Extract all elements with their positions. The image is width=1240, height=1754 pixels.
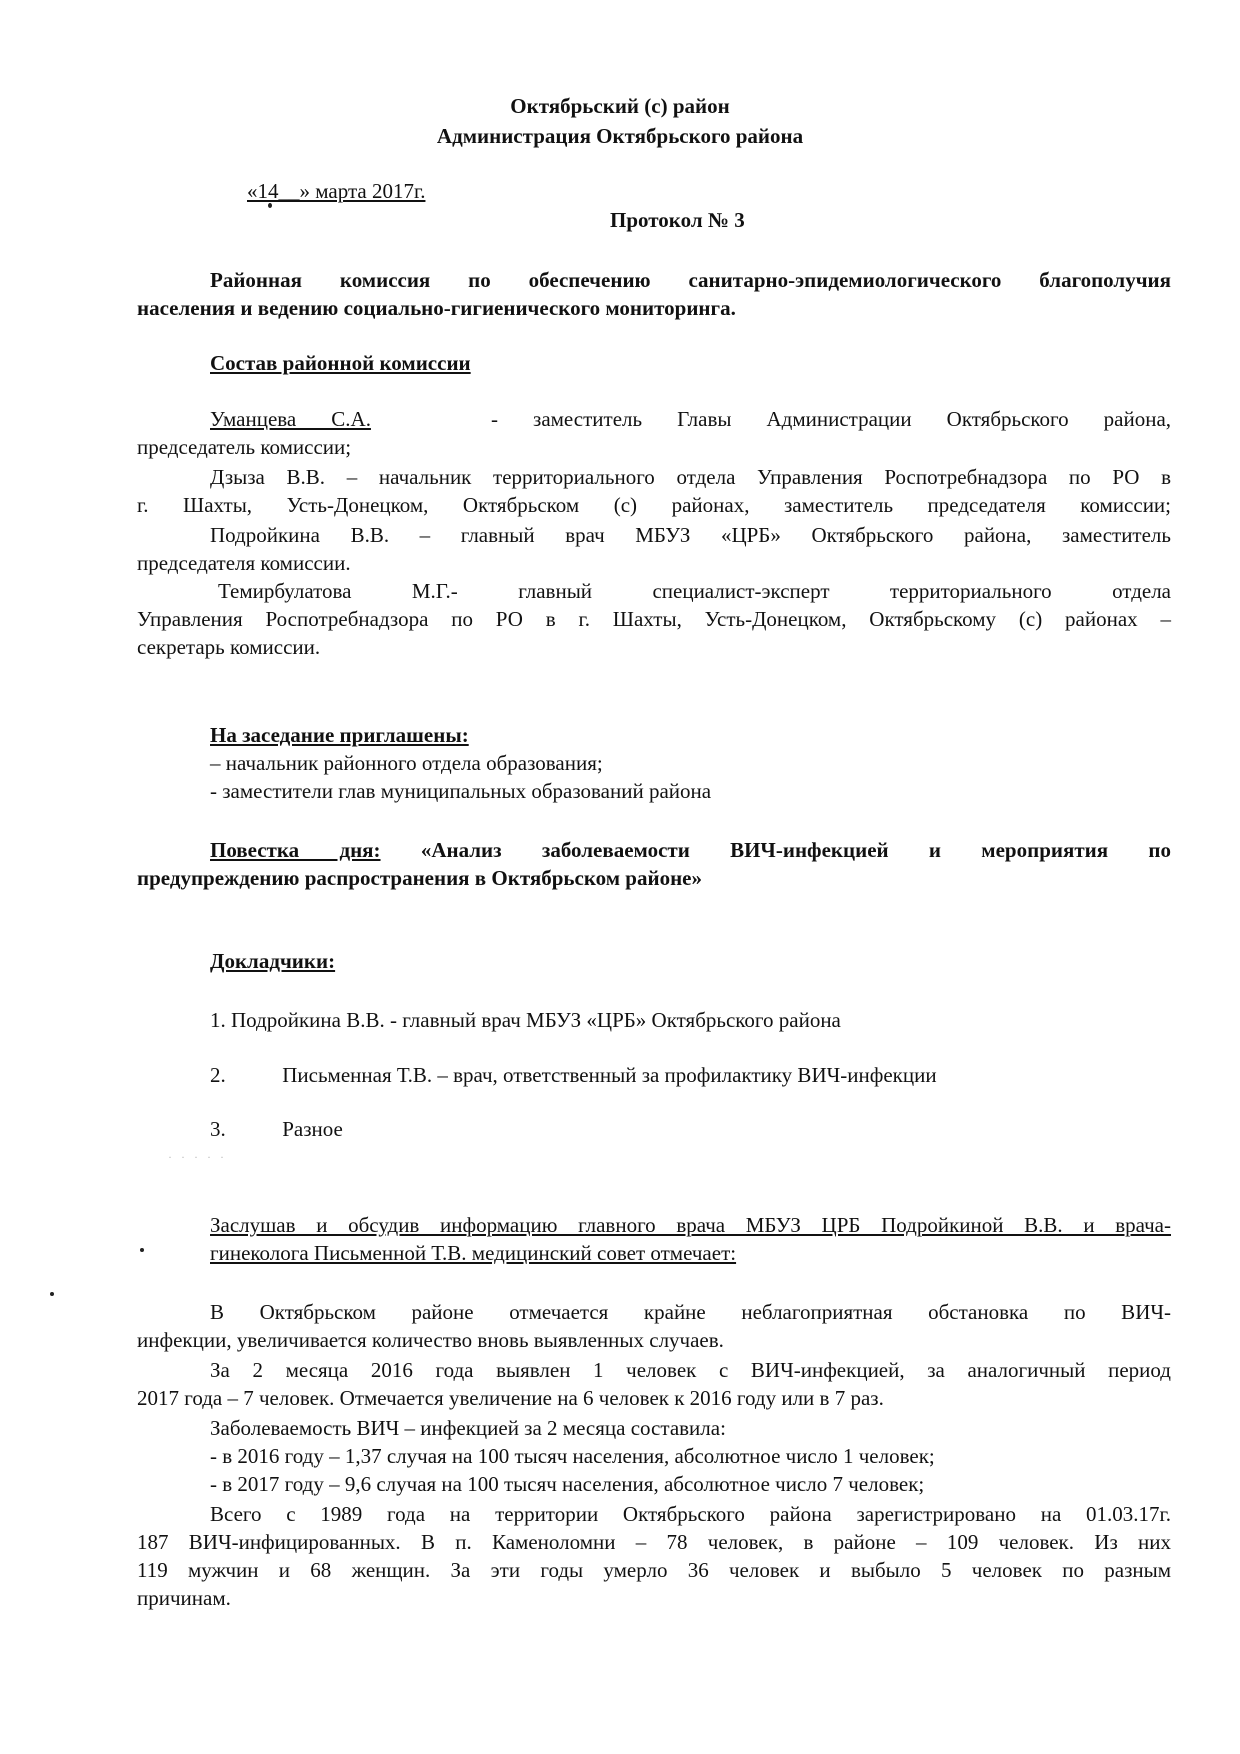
body-line-1: В Октябрьском районе отмечается крайне неблагоприятная обстановка по ВИЧ- [210, 1300, 1171, 1324]
body-line-2: инфекции, увеличивается количество вновь выявленных случаев. [137, 1328, 724, 1352]
speakers-heading: Докладчики: [210, 949, 336, 973]
body-line-11: причинам. [137, 1586, 231, 1610]
body-line-4: 2017 года – 7 человек. Отмечается увеличение на 6 человек к 2016 году или в 7 раз. [137, 1386, 884, 1410]
members-heading: Состав районной комиссии [210, 351, 471, 375]
member-role-umantseva: - заместитель Главы Администрации Октябрьского района, [491, 407, 1172, 431]
agenda-line-1 [210, 836, 1171, 864]
invited-item-1: – начальник районного отдела образования; [210, 751, 603, 775]
member-line-3: Дзыза В.В. – начальник территориального отдела Управления Роспотребнадзора по РО в [210, 465, 1171, 489]
scan-speck [140, 1248, 144, 1252]
speaker-text-3: Разное [282, 1117, 343, 1141]
member-line-6: председателя комиссии. [137, 551, 351, 575]
member-line-8: Управления Роспотребнадзора по РО в г. Шахты, Усть-Донецком, Октябрьскому (с) районах – [137, 607, 1171, 631]
body-line-8: Всего с 1989 года на территории Октябрьского района зарегистрировано на 01.03.17г. [210, 1502, 1171, 1526]
invited-item-2: - заместители глав муниципальных образований района [210, 779, 712, 803]
body-line-3: За 2 месяца 2016 года выявлен 1 человек с ВИЧ-инфекцией, за аналогичный период [210, 1358, 1171, 1382]
body-line-7: - в 2017 году – 9,6 случая на 100 тысяч населения, абсолютное число 7 человек; [210, 1472, 925, 1496]
speaker-text-1: Подройкина В.В. - главный врач МБУЗ «ЦРБ» Октябрьского района [231, 1008, 841, 1032]
administration-title: Администрация Октябрьского района [436, 124, 804, 148]
member-line-2: председатель комиссии; [137, 435, 352, 459]
invited-heading: На заседание приглашены: [210, 723, 469, 747]
speaker-num-2: 2. [210, 1063, 226, 1087]
member-line-1 [210, 405, 1171, 433]
commission-line-1: Районная комиссия по обеспечению санитарно-эпидемиологического благополучия [210, 268, 1171, 292]
scan-noise: · · · · · [168, 1150, 227, 1164]
agenda-label: Повестка дня: [210, 838, 381, 862]
speaker-item-3 [210, 1115, 343, 1143]
speaker-text-2: Письменная Т.В. – врач, ответственный за профилактику ВИЧ-инфекции [282, 1063, 937, 1087]
protocol-date-text: «14__» марта 2017г. [247, 179, 426, 203]
member-line-9: секретарь комиссии. [137, 635, 321, 659]
speaker-num-1: 1. [210, 1008, 226, 1032]
heard-line-2: гинеколога Письменной Т.В. медицинский совет отмечает: [210, 1241, 737, 1265]
scan-speck [268, 203, 272, 208]
scan-speck [50, 1292, 54, 1296]
member-line-4: г. Шахты, Усть-Донецком, Октябрьском (с) районах, заместитель председателя комиссии; [137, 493, 1171, 517]
speaker-num-3: 3. [210, 1117, 226, 1141]
body-line-9: 187 ВИЧ-инфицированных. В п. Каменоломни – 78 человек, в районе – 109 человек. Из них [137, 1530, 1171, 1554]
body-line-6: - в 2016 году – 1,37 случая на 100 тысяч населения, абсолютное число 1 человек; [210, 1444, 935, 1468]
member-line-5: Подройкина В.В. – главный врач МБУЗ «ЦРБ» Октябрьского района, заместитель [210, 523, 1171, 547]
member-name-umantseva: Уманцева С.А. [210, 407, 371, 431]
body-line-5: Заболеваемость ВИЧ – инфекцией за 2 месяца составила: [210, 1416, 726, 1440]
speaker-item-2 [210, 1061, 937, 1089]
agenda-line-2: предупреждению распространения в Октябрьском районе» [137, 866, 703, 890]
body-line-10: 119 мужчин и 68 женщин. За эти годы умерло 36 человек и выбыло 5 человек по разным [137, 1558, 1171, 1582]
commission-line-2: населения и ведению социально-гигиенического мониторинга. [137, 296, 736, 320]
speaker-item-1 [210, 1006, 841, 1034]
protocol-date [247, 177, 425, 205]
member-line-7: Темирбулатова М.Г.- главный специалист-эксперт территориального отдела [218, 579, 1171, 603]
district-title: Октябрьский (с) район [510, 94, 730, 118]
heard-line-1: Заслушав и обсудив информацию главного врача МБУЗ ЦРБ Подройкиной В.В. и врача- [210, 1213, 1171, 1237]
protocol-title: Протокол № 3 [610, 208, 745, 232]
agenda-topic-1: «Анализ заболеваемости ВИЧ-инфекцией и мероприятия по [420, 838, 1172, 862]
